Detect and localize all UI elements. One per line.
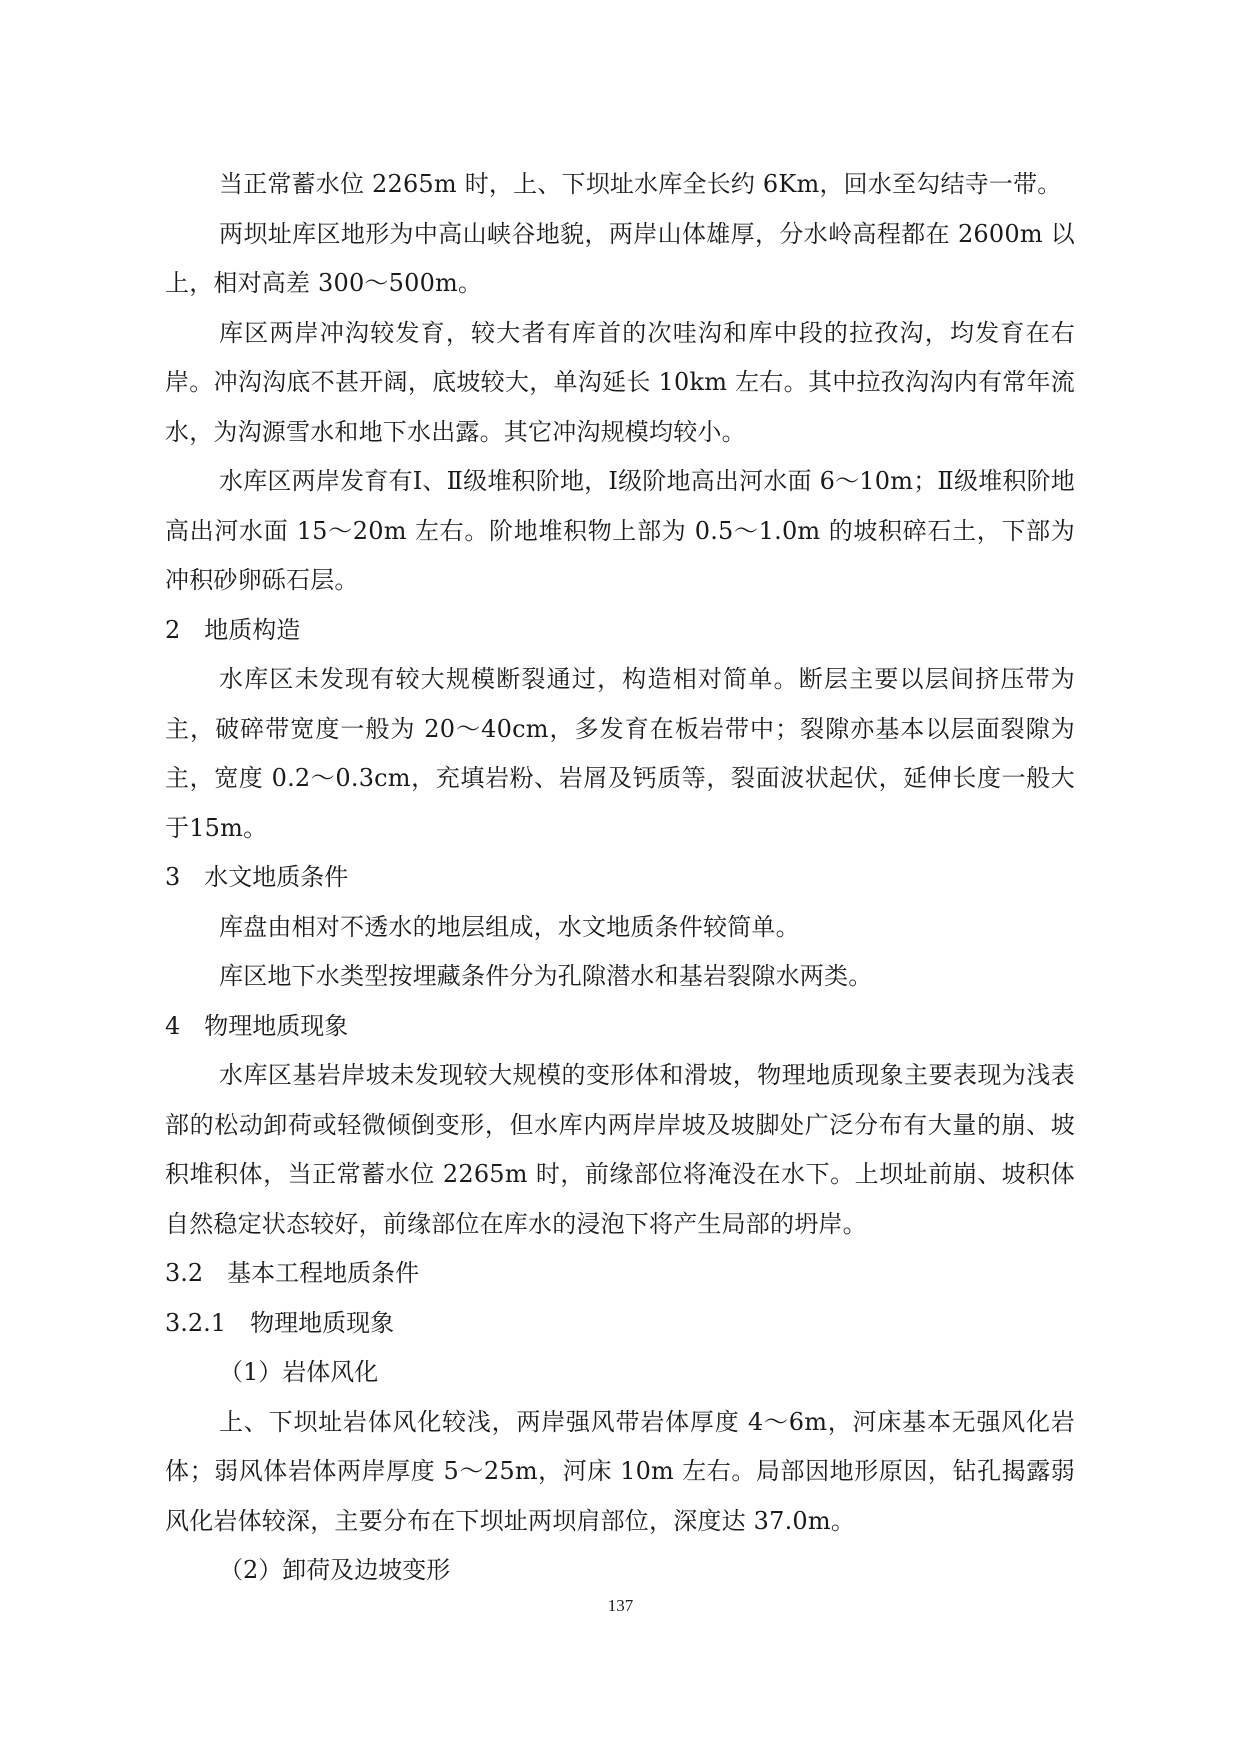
page-number: 137 [607, 1596, 634, 1615]
paragraph-terraces: 水库区两岸发育有Ⅰ、Ⅱ级堆积阶地，Ⅰ级阶地高出河水面 6～10m；Ⅱ级堆积阶地高出河水面 15～20m 左右。阶地堆积物上部为 0.5～1.0m 的坡积碎石土，下部为冲积砂卵砾石层。 [165, 467, 1075, 594]
subheading-rock-weathering: （1）岩体风化 [219, 1358, 379, 1386]
paragraph-weathering: 上、下坝址岩体风化较浅，两岸强风带岩体厚度 4～6m，河床基本无强风化岩体；弱风体岩体两岸厚度 5～25m，河床 10m 左右。局部因地形原因，钻孔揭露弱风化岩体较深，主要分布在下坝址两坝肩部位，深度达 37.0m。 [165, 1407, 1075, 1535]
heading-geologic-structure: 2 地质构造 [165, 615, 301, 644]
paragraph-terrain: 两坝址库区地形为中高山峡谷地貌，两岸山体雄厚，分水岭高程都在 2600m 以上，相对高差 300～500m。 [165, 219, 1075, 297]
heading-basic-engineering-geology: 3.2 基本工程地质条件 [165, 1259, 420, 1287]
paragraph-groundwater: 库区地下水类型按埋藏条件分为孔隙潜水和基岩裂隙水两类。 [219, 962, 873, 990]
heading-hydrogeology: 3 水文地质条件 [165, 863, 349, 891]
heading-physical-geology-phenomena: 3.2.1 物理地质现象 [165, 1308, 395, 1337]
paragraph-structure: 水库区未发现有较大规模断裂通过，构造相对简单。断层主要以层间挤压带为主，破碎带宽度一般为 20～40cm，多发育在板岩带中；裂隙亦基本以层面裂隙为主，宽度 0.2～0.3cm，充填岩粉、岩屑及钙质等，裂面波状起伏，延伸长度一般大于15m。 [165, 665, 1075, 842]
heading-physical-geology: 4 物理地质现象 [165, 1011, 349, 1040]
paragraph-normal-water-level: 当正常蓄水位 2265m 时，上、下坝址水库全长约 6Km，回水至勾结寺一带。 [219, 170, 1062, 198]
paragraph-reservoir-basin: 库盘由相对不透水的地层组成，水文地质条件较简单。 [219, 912, 800, 941]
paragraph-gullies: 库区两岸冲沟较发育，较大者有库首的次哇沟和库中段的拉孜沟，均发育在右岸。冲沟沟底不甚开阔，底坡较大，单沟延长 10km 左右。其中拉孜沟沟内有常年流水，为沟源雪水和地下水出露。其它冲沟规模均较小。 [165, 318, 1075, 446]
subheading-unloading-slope-deformation: （2）卸荷及边坡变形 [219, 1556, 451, 1584]
document-body [165, 160, 1075, 1596]
paragraph-bank-slopes: 水库区基岩岸坡未发现较大规模的变形体和滑坡，物理地质现象主要表现为浅表部的松动卸荷或轻微倾倒变形，但水库内两岸岸坡及坡脚处广泛分布有大量的崩、坡积堆积体，当正常蓄水位 2265m 时，前缘部位将淹没在水下。上坝址前崩、坡积体自然稳定状态较好，前缘部位在库水的浸泡下将产生局部的坍岸。 [165, 1061, 1075, 1238]
